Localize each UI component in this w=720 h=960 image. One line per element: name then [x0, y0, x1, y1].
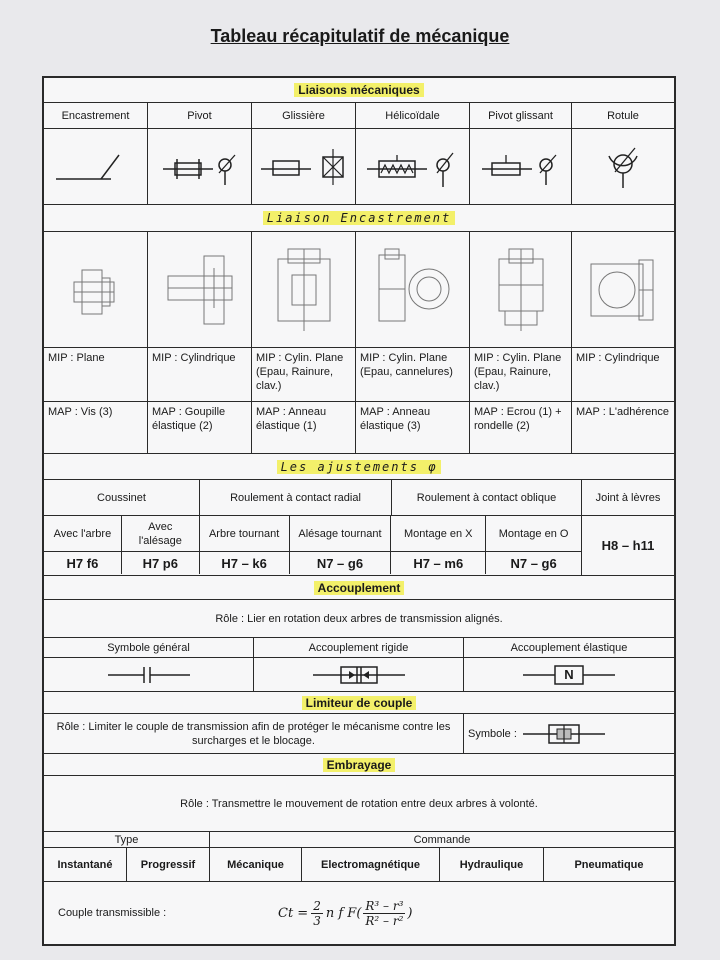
mip-cell: MIP : Cylin. Plane (Epau, Rainure, clav.)	[470, 348, 572, 401]
embrayage-header-text: Embrayage	[323, 758, 396, 772]
fit-value: H7 p6	[122, 552, 200, 574]
formula-ratio	[363, 899, 405, 928]
limiteur-header-text: Limiteur de couple	[302, 696, 417, 710]
drawing-adherence	[572, 232, 674, 347]
ajustements-left	[44, 516, 582, 575]
accouplement-header-text: Accouplement	[314, 581, 405, 595]
sub-label: Avec l'alésage	[122, 516, 200, 551]
accouplement-rigide-symbol	[254, 658, 464, 691]
embrayage-commande: Electromagnétique	[302, 848, 440, 881]
ajustements-values-row	[44, 552, 581, 574]
liaison-names-row	[44, 103, 674, 129]
fit-value: H7 – k6	[200, 552, 290, 574]
fit-value: N7 – g6	[510, 555, 557, 571]
ajustements-header	[44, 454, 674, 480]
embrayage-commande: Pneumatique	[574, 858, 644, 871]
map-cell: MAP : Goupille élastique (2)	[148, 402, 252, 453]
sub-label: Montage en O	[498, 527, 569, 540]
map-row	[44, 402, 674, 454]
accouplement-header	[44, 576, 674, 600]
ajustements-detail	[44, 516, 674, 576]
fit-value: N7 – g6	[290, 552, 392, 574]
drawing-ecrou	[470, 232, 572, 347]
mip-cell: MIP : Cylin. Plane (Epau, cannelures)	[356, 348, 470, 401]
encastrement-header	[44, 205, 674, 232]
mip-cell: MIP : Cylin. Plane (Epau, Rainure, clav.)	[252, 348, 356, 401]
sub-label: Avec l'arbre	[44, 516, 122, 551]
page-title: Tableau récapitulatif de mécanique	[210, 26, 510, 46]
mip-cell: MIP : Cylindrique	[148, 348, 252, 401]
encastrement-symbol	[44, 129, 148, 204]
ajustements-sub-row	[44, 516, 581, 552]
ajustements-groups-row	[44, 480, 674, 516]
map-cell: MAP : Anneau élastique (3)	[356, 402, 470, 453]
elastic-coupling-graphic	[519, 664, 619, 686]
limiteur-symbol	[521, 721, 607, 747]
sub-label: Alésage tournant	[290, 516, 392, 551]
liaisons-header-text: Liaisons mécaniques	[294, 83, 423, 97]
drawing-anneau	[252, 232, 356, 347]
map-cell: MAP : L'adhérence	[576, 406, 670, 418]
liaison-name: Glissière	[252, 103, 356, 128]
encastrement-header-text: Liaison Encastrement	[263, 211, 456, 225]
limiteur-symbol-cell	[464, 714, 674, 753]
liaison-name: Rotule	[607, 109, 639, 122]
embrayage-commande-label: Commande	[413, 833, 471, 846]
liaison-name: Pivot	[148, 103, 252, 128]
mip-cell: MIP : Cylindrique	[576, 352, 660, 364]
accouplement-role: Rôle : Lier en rotation deux arbres de transmission alignés.	[44, 600, 674, 638]
drawing-cannelures	[356, 232, 470, 347]
formula-num: 2	[313, 898, 321, 913]
couple-row	[44, 882, 674, 944]
couple-formula	[278, 899, 413, 928]
fit-value: H7 f6	[44, 552, 122, 574]
map-cell: MAP : Ecrou (1) + rondelle (2)	[470, 402, 572, 453]
group-joint: Joint à lèvres	[595, 491, 661, 504]
sub-label: Arbre tournant	[200, 516, 290, 551]
pivot-glissant-symbol	[470, 129, 572, 204]
fit-value: H7 – m6	[391, 552, 486, 574]
formula-den: 3	[313, 913, 321, 928]
accouplement-type: Accouplement élastique	[510, 641, 628, 654]
liaisons-header	[44, 78, 674, 103]
elastic-letter: N	[564, 667, 574, 682]
group-roulement-radial: Roulement à contact radial	[200, 480, 392, 515]
ajustements-header-text: Les ajustements φ	[277, 460, 442, 474]
helicoidale-symbol	[356, 129, 470, 204]
drawing-goupille	[148, 232, 252, 347]
embrayage-commande: Hydraulique	[440, 848, 544, 881]
embrayage-options-row	[44, 848, 674, 882]
limiteur-header	[44, 692, 674, 714]
embrayage-commande: Mécanique	[210, 848, 302, 881]
embrayage-type: Progressif	[127, 848, 210, 881]
accouplement-general-symbol	[44, 658, 254, 691]
formula-fden: R² – r²	[365, 913, 404, 928]
liaison-name: Encastrement	[44, 103, 148, 128]
liaison-name: Hélicoïdale	[356, 103, 470, 128]
embrayage-role: Rôle : Transmettre le mouvement de rotation entre deux arbres à volonté.	[44, 776, 674, 832]
limiteur-row	[44, 714, 674, 754]
drawing-vis	[44, 232, 148, 347]
sub-label: Montage en X	[391, 516, 486, 551]
mip-row	[44, 348, 674, 402]
group-coussinet: Coussinet	[44, 480, 200, 515]
limiteur-symbol-label: Symbole :	[468, 727, 517, 740]
mip-cell: MIP : Plane	[44, 348, 148, 401]
accouplement-elastique-symbol	[464, 658, 674, 691]
formula-end: )	[407, 905, 413, 921]
formula-mid: n f F(	[325, 905, 362, 921]
couple-label: Couple transmissible :	[58, 907, 167, 919]
accouplement-type: Accouplement rigide	[254, 638, 464, 657]
liaison-symbols-row	[44, 129, 674, 205]
rotule-symbol	[572, 129, 674, 204]
formula-fnum: R³ – r³	[365, 898, 404, 913]
liaison-name: Pivot glissant	[470, 103, 572, 128]
embrayage-header	[44, 754, 674, 776]
group-roulement-oblique: Roulement à contact oblique	[392, 480, 582, 515]
embrayage-type: Instantané	[44, 848, 127, 881]
accouplement-types-row	[44, 638, 674, 658]
accouplement-symbols-row	[44, 658, 674, 692]
formula-lhs: Ct =	[278, 905, 309, 921]
encastrement-drawings-row	[44, 232, 674, 348]
glissiere-symbol	[252, 129, 356, 204]
embrayage-type-label: Type	[44, 832, 210, 847]
limiteur-role: Rôle : Limiter le couple de transmission afin de protéger le mécanisme contre les surcharges et le blocage.	[44, 714, 464, 753]
summary-table	[42, 76, 676, 946]
formula-fraction	[311, 899, 323, 928]
fit-value-joint: H8 – h11	[601, 538, 655, 553]
embrayage-group-row	[44, 832, 674, 848]
pivot-symbol	[148, 129, 252, 204]
map-cell: MAP : Anneau élastique (1)	[252, 402, 356, 453]
accouplement-type: Symbole général	[44, 638, 254, 657]
map-cell: MAP : Vis (3)	[44, 402, 148, 453]
